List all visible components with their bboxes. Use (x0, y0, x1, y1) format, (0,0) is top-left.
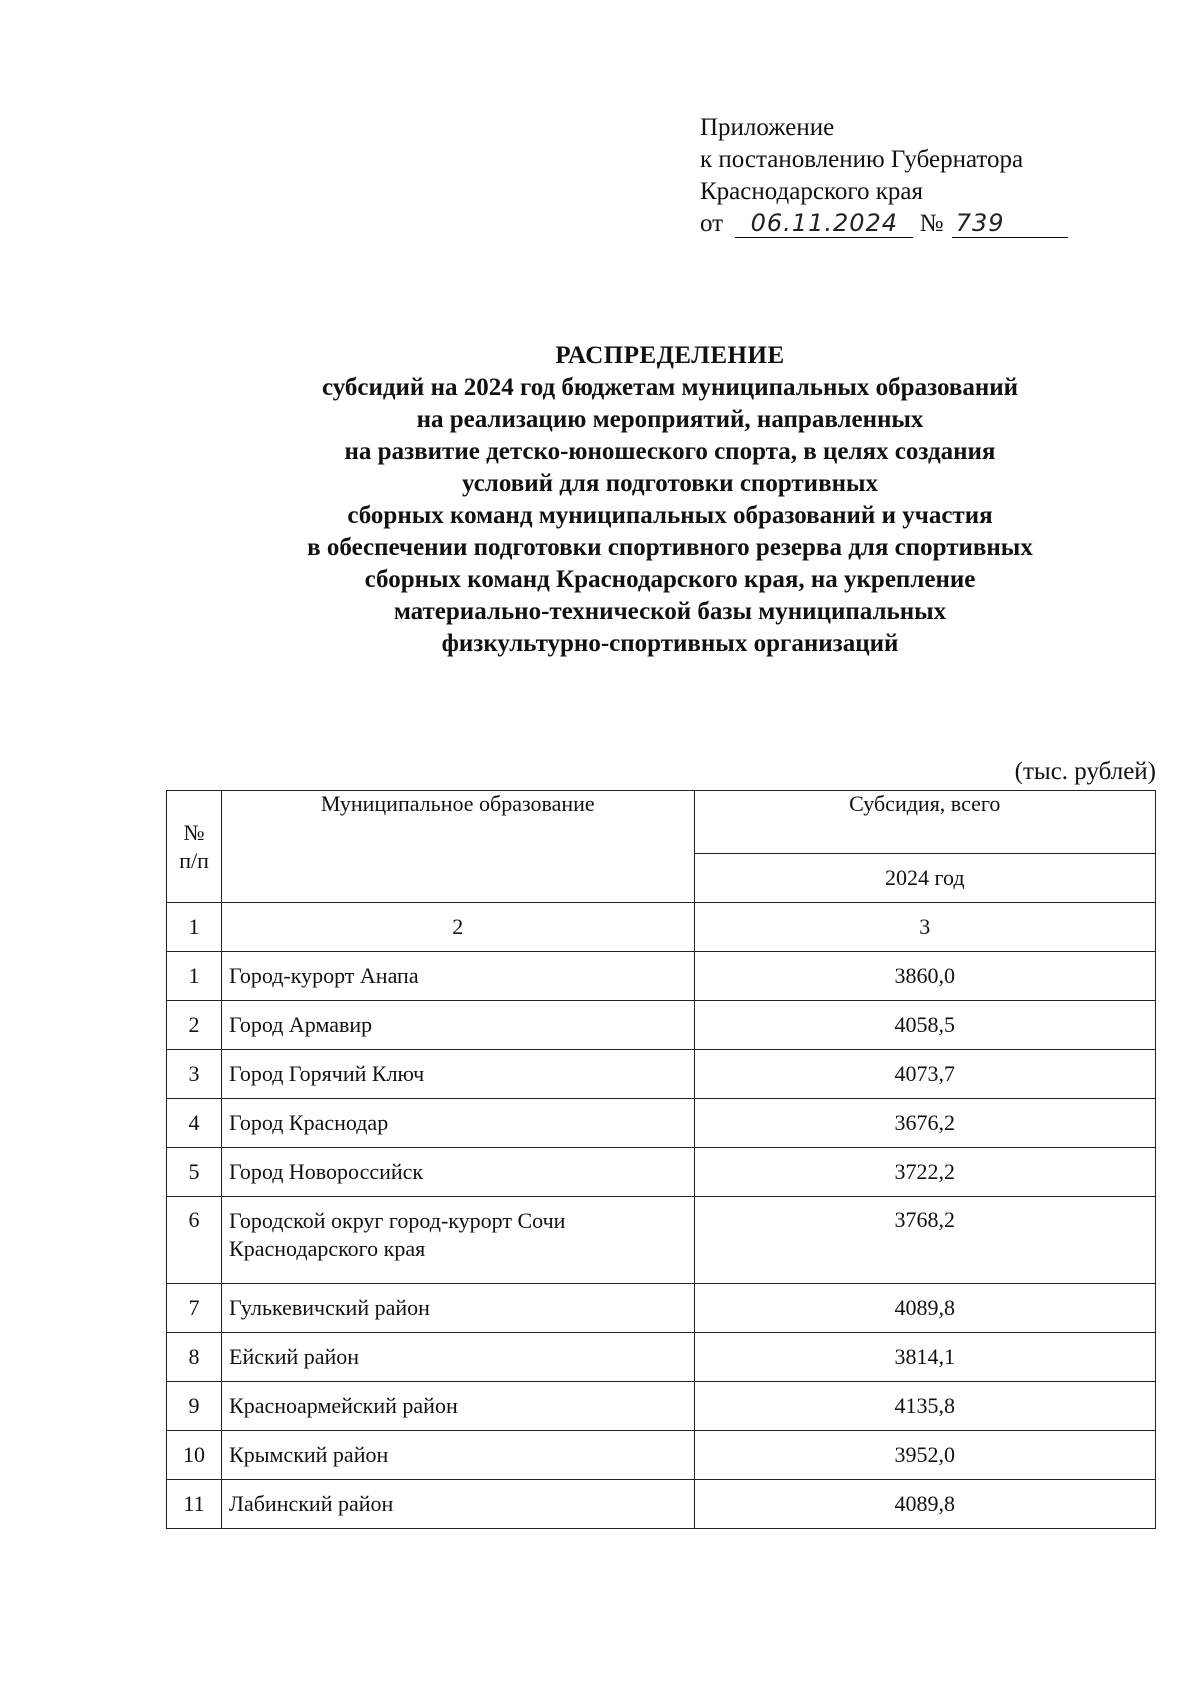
row-municipality: Город-курорт Анапа (222, 952, 694, 1001)
table-row (167, 1382, 1156, 1431)
row-number: 7 (167, 1284, 222, 1333)
title-line: на реализацию мероприятий, направленных (416, 406, 924, 433)
row-value: 4073,7 (694, 1050, 1155, 1099)
table-row (167, 1001, 1156, 1050)
row-number: 10 (167, 1431, 222, 1480)
row-value: 3768,2 (694, 1197, 1155, 1284)
row-number: 6 (167, 1197, 222, 1284)
row-value: 3814,1 (694, 1333, 1155, 1382)
row-value: 4135,8 (694, 1382, 1155, 1431)
row-number: 1 (167, 952, 222, 1001)
table-header-row (167, 791, 1156, 854)
table-row (167, 1050, 1156, 1099)
table-row (167, 1480, 1156, 1529)
from-label: от (700, 210, 724, 237)
column-numbers-row (167, 903, 1156, 952)
row-municipality: Город Краснодар (222, 1099, 694, 1148)
row-municipality (222, 1197, 694, 1284)
row-municipality: Крымский район (222, 1431, 694, 1480)
title-line: субсидий на 2024 год бюджетам муниципальных образований (321, 374, 1019, 401)
row-number: 11 (167, 1480, 222, 1529)
header-year: 2024 год (694, 854, 1155, 903)
row-municipality: Ейский район (222, 1333, 694, 1382)
header-num (167, 791, 222, 903)
appendix-line-1: Приложение (700, 114, 835, 141)
row-municipality-line: Краснодарского края (229, 1236, 426, 1261)
row-municipality: Гулькевичский район (222, 1284, 694, 1333)
row-number: 5 (167, 1148, 222, 1197)
table-row (167, 952, 1156, 1001)
title-heading: РАСПРЕДЕЛЕНИЕ (555, 342, 785, 369)
row-municipality: Город Горячий Ключ (222, 1050, 694, 1099)
appendix-line-2: к постановлению Губернатора (700, 146, 1024, 173)
row-value: 4058,5 (694, 1001, 1155, 1050)
table-row (167, 1431, 1156, 1480)
row-number: 9 (167, 1382, 222, 1431)
row-municipality: Красноармейский район (222, 1382, 694, 1431)
row-municipality-line: Городской округ город-курорт Сочи (229, 1208, 566, 1233)
column-number: 1 (167, 903, 222, 952)
row-value: 3722,2 (694, 1148, 1155, 1197)
title-line: на развитие детско-юношеского спорта, в целях создания (344, 438, 996, 465)
header-municipality: Муниципальное образование (222, 791, 694, 903)
row-value: 4089,8 (694, 1480, 1155, 1529)
units-label: (тыс. рублей) (1014, 758, 1156, 785)
title-line: в обеспечении подготовки спортивного резерва для спортивных (307, 534, 1033, 561)
table-row (167, 1148, 1156, 1197)
header-num-sign: № (183, 819, 205, 845)
number-label: № (919, 210, 944, 237)
subsidy-table (166, 790, 1156, 1529)
row-value: 3860,0 (694, 952, 1155, 1001)
row-municipality: Город Новороссийск (222, 1148, 694, 1197)
table-row (167, 1333, 1156, 1382)
row-number: 3 (167, 1050, 222, 1099)
row-value: 4089,8 (694, 1284, 1155, 1333)
handwritten-number: 739 (952, 209, 1068, 238)
header-num-pp: п/п (179, 847, 209, 873)
table-row (167, 1284, 1156, 1333)
row-municipality: Лабинский район (222, 1480, 694, 1529)
title-line: материально-технической базы муниципальных (393, 598, 947, 625)
document-title (100, 340, 1200, 660)
title-line: сборных команд Краснодарского края, на укрепление (364, 566, 976, 593)
header-subsidy: Субсидия, всего (694, 791, 1155, 854)
row-number: 4 (167, 1099, 222, 1148)
title-line: условий для подготовки спортивных (461, 470, 879, 497)
title-line: физкультурно-спортивных организаций (441, 630, 899, 657)
row-value: 3952,0 (694, 1431, 1155, 1480)
title-line: сборных команд муниципальных образований и участия (347, 502, 993, 529)
column-number: 3 (694, 903, 1155, 952)
row-number: 8 (167, 1333, 222, 1382)
row-municipality: Город Армавир (222, 1001, 694, 1050)
appendix-date-line (700, 208, 1068, 240)
appendix-line-3: Краснодарского края (700, 178, 923, 205)
row-value: 3676,2 (694, 1099, 1155, 1148)
table-row (167, 1099, 1156, 1148)
appendix-block (700, 112, 1068, 240)
row-number: 2 (167, 1001, 222, 1050)
handwritten-date: 06.11.2024 (735, 209, 913, 238)
table-row (167, 1197, 1156, 1284)
column-number: 2 (222, 903, 694, 952)
